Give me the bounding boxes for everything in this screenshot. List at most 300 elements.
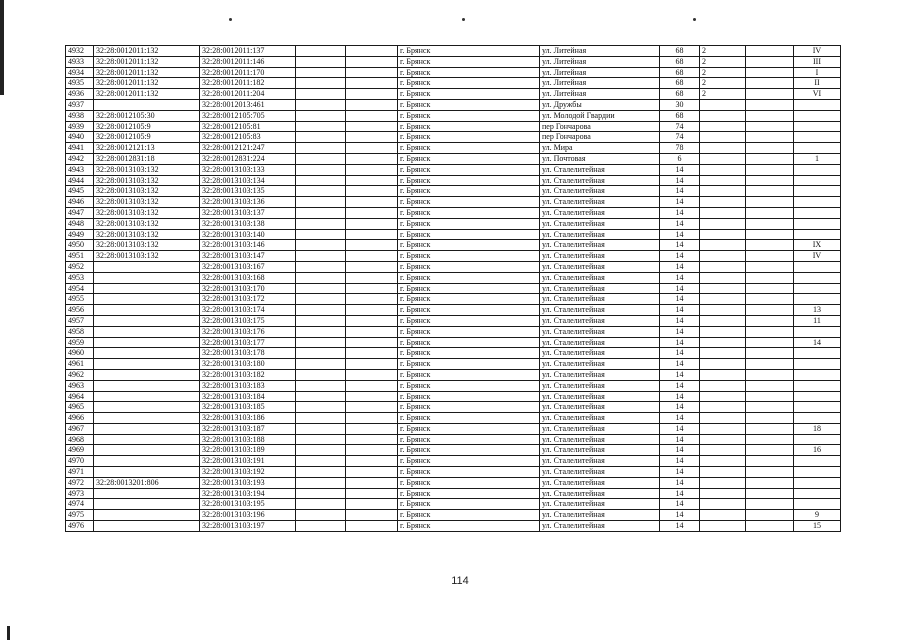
table-row bbox=[66, 99, 841, 110]
city-cell: г. Брянск bbox=[398, 423, 540, 434]
apartment-code bbox=[794, 229, 841, 240]
empty-cell bbox=[746, 240, 794, 251]
empty-cell bbox=[296, 197, 346, 208]
cadastral-parent bbox=[94, 488, 200, 499]
cadastral-number: 32:28:0013103:146 bbox=[200, 240, 296, 251]
empty-cell bbox=[746, 315, 794, 326]
empty-cell bbox=[746, 89, 794, 100]
cadastral-number: 32:28:0012105:83 bbox=[200, 132, 296, 143]
street-cell: ул. Сталелитейная bbox=[540, 337, 660, 348]
empty-cell bbox=[346, 359, 398, 370]
apartment-code bbox=[794, 488, 841, 499]
house-number: 6 bbox=[660, 153, 700, 164]
empty-cell bbox=[746, 294, 794, 305]
cadastral-parent: 32:28:0013103:132 bbox=[94, 175, 200, 186]
empty-cell bbox=[346, 326, 398, 337]
row-number: 4969 bbox=[66, 445, 94, 456]
empty-cell bbox=[346, 132, 398, 143]
empty-cell bbox=[296, 369, 346, 380]
city-cell: г. Брянск bbox=[398, 294, 540, 305]
building-cell bbox=[700, 391, 746, 402]
city-cell: г. Брянск bbox=[398, 283, 540, 294]
empty-cell bbox=[346, 110, 398, 121]
empty-cell bbox=[746, 402, 794, 413]
empty-cell bbox=[346, 218, 398, 229]
table-row bbox=[66, 78, 841, 89]
cadastral-number: 32:28:0013103:184 bbox=[200, 391, 296, 402]
street-cell: ул. Сталелитейная bbox=[540, 359, 660, 370]
house-number: 68 bbox=[660, 46, 700, 57]
house-number: 14 bbox=[660, 413, 700, 424]
table-row bbox=[66, 499, 841, 510]
empty-cell bbox=[296, 89, 346, 100]
empty-cell bbox=[746, 510, 794, 521]
empty-cell bbox=[746, 326, 794, 337]
city-cell: г. Брянск bbox=[398, 456, 540, 467]
empty-cell bbox=[296, 445, 346, 456]
row-number: 4933 bbox=[66, 56, 94, 67]
street-cell: ул. Сталелитейная bbox=[540, 413, 660, 424]
empty-cell bbox=[746, 499, 794, 510]
building-cell bbox=[700, 143, 746, 154]
cadastral-parent: 32:28:0012011:132 bbox=[94, 67, 200, 78]
building-cell bbox=[700, 434, 746, 445]
table-row bbox=[66, 121, 841, 132]
city-cell: г. Брянск bbox=[398, 240, 540, 251]
building-cell bbox=[700, 477, 746, 488]
house-number: 14 bbox=[660, 305, 700, 316]
empty-cell bbox=[746, 488, 794, 499]
empty-cell bbox=[746, 186, 794, 197]
cadastral-number: 32:28:0013103:188 bbox=[200, 434, 296, 445]
empty-cell bbox=[296, 359, 346, 370]
apartment-code bbox=[794, 348, 841, 359]
cadastral-parent bbox=[94, 99, 200, 110]
city-cell: г. Брянск bbox=[398, 499, 540, 510]
street-cell: ул. Сталелитейная bbox=[540, 197, 660, 208]
empty-cell bbox=[346, 456, 398, 467]
street-cell: ул. Сталелитейная bbox=[540, 294, 660, 305]
cadastral-number: 32:28:0013103:195 bbox=[200, 499, 296, 510]
apartment-code: II bbox=[794, 78, 841, 89]
apartment-code bbox=[794, 413, 841, 424]
empty-cell bbox=[296, 294, 346, 305]
empty-cell bbox=[746, 207, 794, 218]
empty-cell bbox=[346, 229, 398, 240]
empty-cell bbox=[346, 89, 398, 100]
cadastral-parent: 32:28:0013103:132 bbox=[94, 207, 200, 218]
house-number: 14 bbox=[660, 369, 700, 380]
city-cell: г. Брянск bbox=[398, 186, 540, 197]
empty-cell bbox=[296, 510, 346, 521]
empty-cell bbox=[746, 456, 794, 467]
building-cell bbox=[700, 240, 746, 251]
empty-cell bbox=[296, 283, 346, 294]
building-cell bbox=[700, 413, 746, 424]
row-number: 4967 bbox=[66, 423, 94, 434]
cadastral-number: 32:28:0012105:705 bbox=[200, 110, 296, 121]
house-number: 14 bbox=[660, 510, 700, 521]
street-cell: ул. Сталелитейная bbox=[540, 326, 660, 337]
row-number: 4953 bbox=[66, 272, 94, 283]
cadastral-number: 32:28:0013103:183 bbox=[200, 380, 296, 391]
building-cell bbox=[700, 456, 746, 467]
empty-cell bbox=[296, 521, 346, 532]
building-cell bbox=[700, 445, 746, 456]
page-number: 114 bbox=[451, 575, 469, 587]
apartment-code bbox=[794, 499, 841, 510]
city-cell: г. Брянск bbox=[398, 337, 540, 348]
row-number: 4972 bbox=[66, 477, 94, 488]
city-cell: г. Брянск bbox=[398, 207, 540, 218]
cadastral-parent bbox=[94, 434, 200, 445]
empty-cell bbox=[346, 445, 398, 456]
cadastral-parent: 32:28:0013103:132 bbox=[94, 229, 200, 240]
table-row bbox=[66, 488, 841, 499]
apartment-code: 18 bbox=[794, 423, 841, 434]
row-number: 4937 bbox=[66, 99, 94, 110]
apartment-code bbox=[794, 380, 841, 391]
empty-cell bbox=[296, 434, 346, 445]
table-row bbox=[66, 251, 841, 262]
city-cell: г. Брянск bbox=[398, 477, 540, 488]
row-number: 4948 bbox=[66, 218, 94, 229]
row-number: 4963 bbox=[66, 380, 94, 391]
empty-cell bbox=[746, 423, 794, 434]
street-cell: ул. Мира bbox=[540, 143, 660, 154]
table-row bbox=[66, 89, 841, 100]
cadastral-number: 32:28:0013103:189 bbox=[200, 445, 296, 456]
row-number: 4974 bbox=[66, 499, 94, 510]
city-cell: г. Брянск bbox=[398, 369, 540, 380]
table-row bbox=[66, 132, 841, 143]
street-cell: ул. Сталелитейная bbox=[540, 175, 660, 186]
empty-cell bbox=[296, 315, 346, 326]
apartment-code: 16 bbox=[794, 445, 841, 456]
empty-cell bbox=[296, 229, 346, 240]
table-row bbox=[66, 315, 841, 326]
empty-cell bbox=[346, 337, 398, 348]
city-cell: г. Брянск bbox=[398, 175, 540, 186]
street-cell: пер Гончарова bbox=[540, 132, 660, 143]
empty-cell bbox=[746, 434, 794, 445]
cadastral-parent bbox=[94, 423, 200, 434]
cadastral-number: 32:28:0013103:197 bbox=[200, 521, 296, 532]
punch-dot bbox=[462, 18, 465, 21]
empty-cell bbox=[296, 402, 346, 413]
apartment-code: I bbox=[794, 67, 841, 78]
house-number: 14 bbox=[660, 348, 700, 359]
street-cell: ул. Молодой Гвардии bbox=[540, 110, 660, 121]
building-cell bbox=[700, 305, 746, 316]
empty-cell bbox=[746, 391, 794, 402]
city-cell: г. Брянск bbox=[398, 251, 540, 262]
empty-cell bbox=[746, 56, 794, 67]
house-number: 68 bbox=[660, 89, 700, 100]
empty-cell bbox=[746, 132, 794, 143]
empty-cell bbox=[746, 477, 794, 488]
house-number: 30 bbox=[660, 99, 700, 110]
empty-cell bbox=[296, 272, 346, 283]
house-number: 14 bbox=[660, 402, 700, 413]
empty-cell bbox=[346, 369, 398, 380]
row-number: 4971 bbox=[66, 467, 94, 478]
house-number: 68 bbox=[660, 67, 700, 78]
apartment-code: IX bbox=[794, 240, 841, 251]
row-number: 4973 bbox=[66, 488, 94, 499]
cadastral-number: 32:28:0012011:182 bbox=[200, 78, 296, 89]
row-number: 4968 bbox=[66, 434, 94, 445]
street-cell: ул. Сталелитейная bbox=[540, 510, 660, 521]
table-row bbox=[66, 423, 841, 434]
apartment-code: 11 bbox=[794, 315, 841, 326]
empty-cell bbox=[296, 143, 346, 154]
apartment-code bbox=[794, 456, 841, 467]
row-number: 4946 bbox=[66, 197, 94, 208]
street-cell: ул. Сталелитейная bbox=[540, 456, 660, 467]
empty-cell bbox=[296, 337, 346, 348]
empty-cell bbox=[746, 143, 794, 154]
cadastral-number: 32:28:0013103:192 bbox=[200, 467, 296, 478]
house-number: 14 bbox=[660, 488, 700, 499]
empty-cell bbox=[346, 477, 398, 488]
empty-cell bbox=[296, 186, 346, 197]
table-row bbox=[66, 153, 841, 164]
empty-cell bbox=[346, 153, 398, 164]
street-cell: ул. Сталелитейная bbox=[540, 240, 660, 251]
house-number: 14 bbox=[660, 445, 700, 456]
table-row bbox=[66, 326, 841, 337]
house-number: 14 bbox=[660, 315, 700, 326]
city-cell: г. Брянск bbox=[398, 467, 540, 478]
apartment-code: 13 bbox=[794, 305, 841, 316]
empty-cell bbox=[346, 143, 398, 154]
apartment-code bbox=[794, 402, 841, 413]
row-number: 4957 bbox=[66, 315, 94, 326]
apartment-code bbox=[794, 175, 841, 186]
empty-cell bbox=[346, 423, 398, 434]
cadastral-number: 32:28:0013103:167 bbox=[200, 261, 296, 272]
table-row bbox=[66, 261, 841, 272]
empty-cell bbox=[746, 261, 794, 272]
empty-cell bbox=[746, 99, 794, 110]
apartment-code bbox=[794, 197, 841, 208]
apartment-code bbox=[794, 283, 841, 294]
empty-cell bbox=[746, 380, 794, 391]
empty-cell bbox=[346, 391, 398, 402]
house-number: 14 bbox=[660, 326, 700, 337]
building-cell bbox=[700, 521, 746, 532]
table-row bbox=[66, 46, 841, 57]
street-cell: ул. Сталелитейная bbox=[540, 488, 660, 499]
cadastral-parent bbox=[94, 499, 200, 510]
empty-cell bbox=[346, 283, 398, 294]
street-cell: ул. Сталелитейная bbox=[540, 477, 660, 488]
city-cell: г. Брянск bbox=[398, 315, 540, 326]
house-number: 14 bbox=[660, 456, 700, 467]
empty-cell bbox=[746, 272, 794, 283]
city-cell: г. Брянск bbox=[398, 56, 540, 67]
building-cell bbox=[700, 272, 746, 283]
cadastral-number: 32:28:0013103:135 bbox=[200, 186, 296, 197]
apartment-code bbox=[794, 477, 841, 488]
table-row bbox=[66, 207, 841, 218]
cadastral-number: 32:28:0012121:247 bbox=[200, 143, 296, 154]
cadastral-parent: 32:28:0013103:132 bbox=[94, 251, 200, 262]
empty-cell bbox=[346, 197, 398, 208]
cadastral-parent bbox=[94, 359, 200, 370]
cadastral-parent: 32:28:0013103:132 bbox=[94, 186, 200, 197]
empty-cell bbox=[346, 521, 398, 532]
table-row bbox=[66, 305, 841, 316]
table-row bbox=[66, 240, 841, 251]
cadastral-parent bbox=[94, 456, 200, 467]
empty-cell bbox=[296, 467, 346, 478]
cadastral-parent: 32:28:0012105:9 bbox=[94, 121, 200, 132]
cadastral-parent: 32:28:0012831:18 bbox=[94, 153, 200, 164]
house-number: 14 bbox=[660, 186, 700, 197]
row-number: 4938 bbox=[66, 110, 94, 121]
city-cell: г. Брянск bbox=[398, 218, 540, 229]
building-cell: 2 bbox=[700, 56, 746, 67]
city-cell: г. Брянск bbox=[398, 164, 540, 175]
cadastral-number: 32:28:0013103:186 bbox=[200, 413, 296, 424]
empty-cell bbox=[296, 380, 346, 391]
row-number: 4939 bbox=[66, 121, 94, 132]
city-cell: г. Брянск bbox=[398, 413, 540, 424]
apartment-code bbox=[794, 110, 841, 121]
cadastral-parent bbox=[94, 337, 200, 348]
empty-cell bbox=[296, 326, 346, 337]
table-row bbox=[66, 434, 841, 445]
table-row bbox=[66, 56, 841, 67]
apartment-code bbox=[794, 359, 841, 370]
empty-cell bbox=[746, 46, 794, 57]
cadastral-parent: 32:28:0012011:132 bbox=[94, 89, 200, 100]
building-cell bbox=[700, 359, 746, 370]
cadastral-number: 32:28:0013103:136 bbox=[200, 197, 296, 208]
table-row bbox=[66, 186, 841, 197]
house-number: 14 bbox=[660, 294, 700, 305]
empty-cell bbox=[346, 499, 398, 510]
table-row bbox=[66, 380, 841, 391]
city-cell: г. Брянск bbox=[398, 488, 540, 499]
street-cell: ул. Сталелитейная bbox=[540, 434, 660, 445]
empty-cell bbox=[346, 434, 398, 445]
house-number: 14 bbox=[660, 207, 700, 218]
house-number: 14 bbox=[660, 197, 700, 208]
row-number: 4966 bbox=[66, 413, 94, 424]
cadastral-parent bbox=[94, 326, 200, 337]
cadastral-number: 32:28:0012831:224 bbox=[200, 153, 296, 164]
street-cell: ул. Сталелитейная bbox=[540, 229, 660, 240]
row-number: 4962 bbox=[66, 369, 94, 380]
building-cell bbox=[700, 283, 746, 294]
table-row bbox=[66, 272, 841, 283]
row-number: 4944 bbox=[66, 175, 94, 186]
cadastral-parent: 32:28:0012011:132 bbox=[94, 46, 200, 57]
city-cell: г. Брянск bbox=[398, 510, 540, 521]
street-cell: ул. Сталелитейная bbox=[540, 445, 660, 456]
cadastral-parent: 32:28:0012011:132 bbox=[94, 56, 200, 67]
building-cell bbox=[700, 261, 746, 272]
cadastral-parent bbox=[94, 294, 200, 305]
building-cell bbox=[700, 402, 746, 413]
city-cell: г. Брянск bbox=[398, 153, 540, 164]
street-cell: ул. Сталелитейная bbox=[540, 380, 660, 391]
street-cell: ул. Дружбы bbox=[540, 99, 660, 110]
house-number: 14 bbox=[660, 499, 700, 510]
table-row bbox=[66, 477, 841, 488]
house-number: 14 bbox=[660, 283, 700, 294]
cadastral-number: 32:28:0013103:176 bbox=[200, 326, 296, 337]
house-number: 14 bbox=[660, 261, 700, 272]
table-row bbox=[66, 369, 841, 380]
building-cell bbox=[700, 337, 746, 348]
empty-cell bbox=[746, 110, 794, 121]
row-number: 4941 bbox=[66, 143, 94, 154]
row-number: 4954 bbox=[66, 283, 94, 294]
street-cell: пер Гончарова bbox=[540, 121, 660, 132]
apartment-code bbox=[794, 218, 841, 229]
table-row bbox=[66, 229, 841, 240]
city-cell: г. Брянск bbox=[398, 110, 540, 121]
cadastral-parent bbox=[94, 380, 200, 391]
cadastral-number: 32:28:0013103:178 bbox=[200, 348, 296, 359]
empty-cell bbox=[746, 283, 794, 294]
city-cell: г. Брянск bbox=[398, 521, 540, 532]
row-number: 4959 bbox=[66, 337, 94, 348]
building-cell: 2 bbox=[700, 89, 746, 100]
house-number: 68 bbox=[660, 78, 700, 89]
empty-cell bbox=[346, 251, 398, 262]
apartment-code: VI bbox=[794, 89, 841, 100]
empty-cell bbox=[346, 348, 398, 359]
building-cell bbox=[700, 153, 746, 164]
building-cell bbox=[700, 218, 746, 229]
empty-cell bbox=[296, 110, 346, 121]
empty-cell bbox=[746, 521, 794, 532]
empty-cell bbox=[296, 99, 346, 110]
street-cell: ул. Сталелитейная bbox=[540, 521, 660, 532]
row-number: 4964 bbox=[66, 391, 94, 402]
apartment-code bbox=[794, 207, 841, 218]
row-number: 4951 bbox=[66, 251, 94, 262]
row-number: 4943 bbox=[66, 164, 94, 175]
apartment-code bbox=[794, 294, 841, 305]
empty-cell bbox=[746, 229, 794, 240]
empty-cell bbox=[746, 164, 794, 175]
scan-edge-mark bbox=[0, 0, 4, 95]
empty-cell bbox=[346, 510, 398, 521]
cadastral-number: 32:28:0013103:191 bbox=[200, 456, 296, 467]
building-cell bbox=[700, 207, 746, 218]
cadastral-parent bbox=[94, 413, 200, 424]
empty-cell bbox=[296, 488, 346, 499]
house-number: 14 bbox=[660, 272, 700, 283]
scan-edge-mark-bottom bbox=[7, 626, 10, 640]
empty-cell bbox=[746, 251, 794, 262]
cadastral-parent: 32:28:0012121:13 bbox=[94, 143, 200, 154]
table-row bbox=[66, 110, 841, 121]
building-cell bbox=[700, 186, 746, 197]
table-row bbox=[66, 197, 841, 208]
empty-cell bbox=[346, 56, 398, 67]
table-row bbox=[66, 175, 841, 186]
cadastral-parent bbox=[94, 283, 200, 294]
street-cell: ул. Сталелитейная bbox=[540, 402, 660, 413]
empty-cell bbox=[746, 348, 794, 359]
